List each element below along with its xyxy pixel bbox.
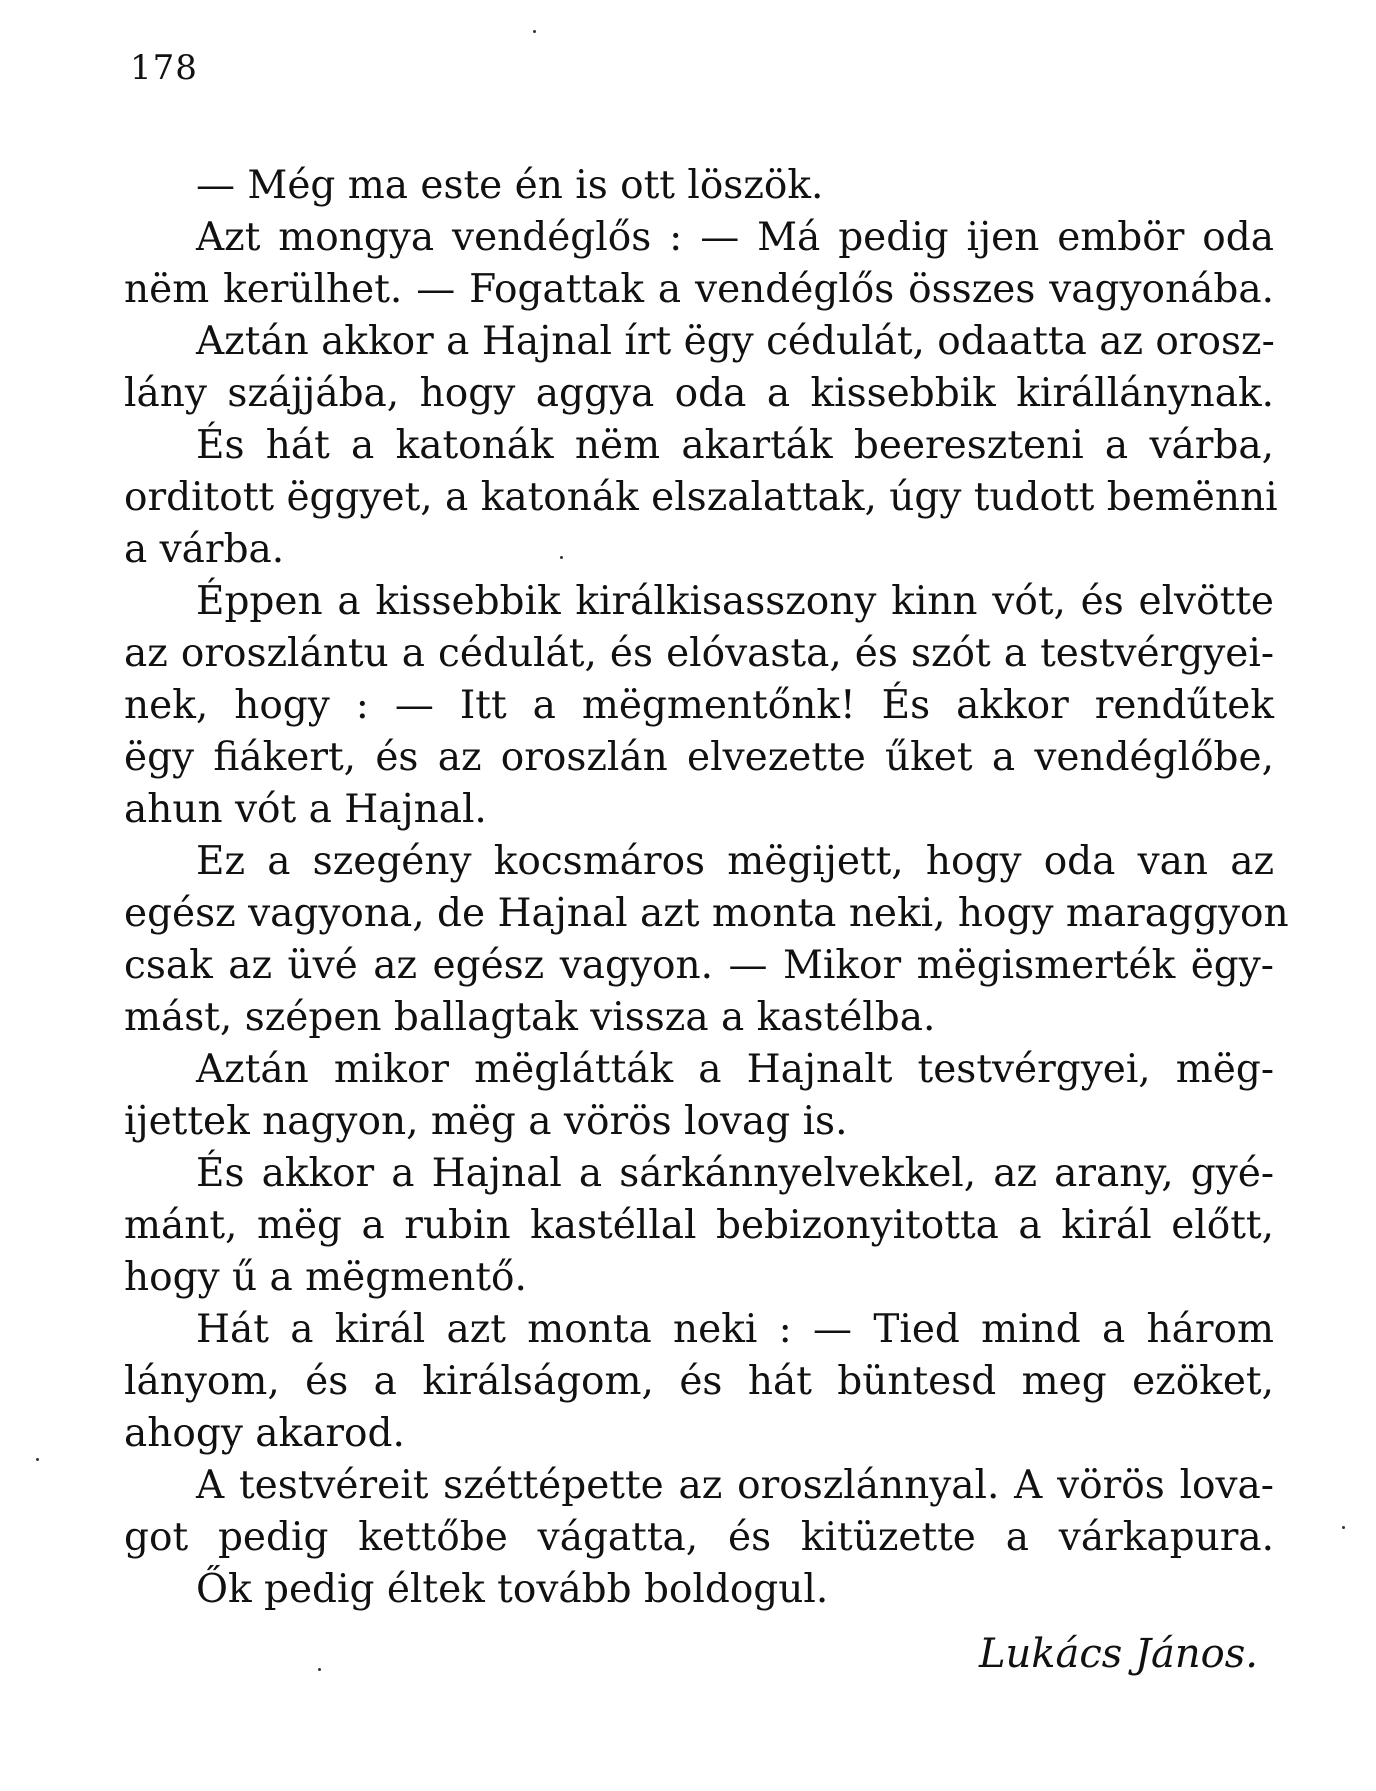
text-line: mást, szépen ballagtak vissza a kastélba.	[124, 995, 936, 1040]
text-line: Aztán mikor mëglátták a Hajnalt testvérgyei, mëg-	[196, 1047, 1274, 1092]
text-line: nek, hogy : — Itt a mëgmentőnk! És akkor rendűtek	[124, 683, 1274, 728]
text-line: ijettek nagyon, mëg a vörös lovag is.	[124, 1099, 848, 1144]
text-line: — Még ma este én is ott löszök.	[196, 163, 824, 208]
text-line: lány szájjába, hogy aggya oda a kissebbik királlánynak.	[124, 371, 1274, 416]
text-line: lányom, és a királságom, és hát büntesd meg ezöket,	[124, 1359, 1274, 1404]
print-speck	[533, 30, 536, 33]
text-line: hogy ű a mëgmentő.	[124, 1255, 527, 1300]
text-line: ëgy fiákert, és az oroszlán elvezette űket a vendéglőbe,	[124, 735, 1274, 780]
story-text	[124, 160, 1289, 1616]
text-line: És hát a katonák nëm akarták beereszteni a várba,	[196, 423, 1274, 468]
text-line: ahun vót a Hajnal.	[124, 787, 487, 832]
print-speck	[318, 1668, 321, 1671]
text-line: Azt mongya vendéglős : — Má pedig ijen embör oda	[196, 215, 1274, 260]
text-line: mánt, mëg a rubin kastéllal bebizonyitotta a királ előtt,	[124, 1203, 1274, 1248]
text-line: Éppen a kissebbik királkisasszony kinn vót, és elvötte	[196, 579, 1274, 624]
print-speck	[36, 1458, 39, 1461]
text-line: A testvéreit széttépette az oroszlánnyal. A vörös lova-	[196, 1463, 1274, 1508]
text-line: Hát a királ azt monta neki : — Tied mind a három	[196, 1307, 1274, 1352]
text-line: az oroszlántu a cédulát, és elóvasta, és szót a testvérgyei-	[124, 631, 1274, 676]
page-number: 178	[130, 48, 198, 88]
author-signature: Lukács János.	[978, 1631, 1258, 1677]
text-line: Ez a szegény kocsmáros mëgijett, hogy oda van az	[196, 839, 1274, 884]
text-line: csak az üvé az egész vagyon. — Mikor mëgismerték ëgy-	[124, 943, 1274, 988]
text-line: egész vagyona, de Hajnal azt monta neki, hogy maraggyon	[124, 891, 1289, 936]
text-line: nëm kerülhet. — Fogattak a vendéglős összes vagyonába.	[124, 267, 1274, 312]
text-line: És akkor a Hajnal a sárkánnyelvekkel, az arany, gyé-	[196, 1151, 1274, 1196]
text-line: a várba.	[124, 527, 285, 572]
text-line: Aztán akkor a Hajnal írt ëgy cédulát, odaatta az orosz-	[196, 319, 1275, 364]
text-line: got pedig kettőbe vágatta, és kitüzette a várkapura.	[124, 1515, 1274, 1560]
print-speck	[560, 556, 563, 559]
print-speck	[1342, 1526, 1345, 1529]
text-line: ahogy akarod.	[124, 1411, 405, 1456]
text-line: Ők pedig éltek tovább boldogul.	[196, 1567, 829, 1612]
text-line: orditott ëggyet, a katonák elszalattak, úgy tudott bemënni	[124, 475, 1278, 520]
